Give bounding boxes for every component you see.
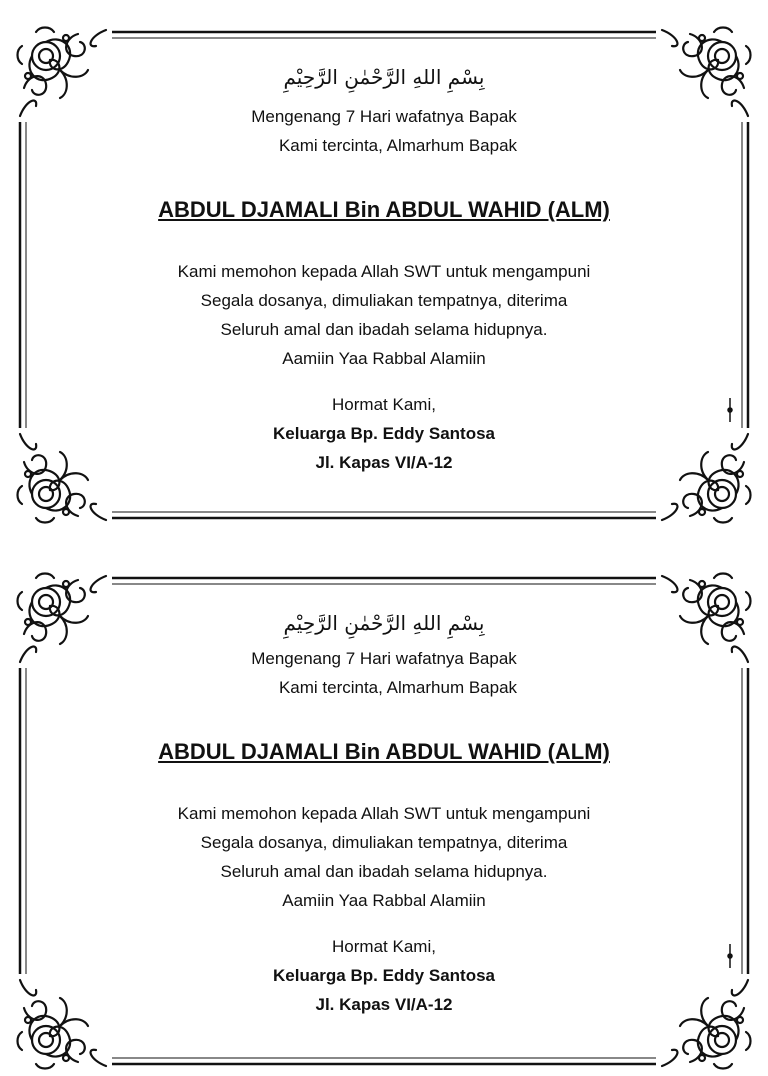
closing-text: Hormat Kami, [332,937,436,956]
family-name: Keluarga Bp. Eddy Santosa [273,424,495,443]
family-address: Jl. Kapas VI/A-12 [315,453,453,472]
deceased-name: ABDUL DJAMALI Bin ABDUL WAHID (ALM) [158,197,610,222]
announcement-card-2 [0,556,768,1076]
closing-text: Hormat Kami, [332,395,436,414]
prayer-line-2: Segala dosanya, dimuliakan tempatnya, diterima [200,291,568,310]
intro-line-1: Mengenang 7 Hari wafatnya Bapak [251,649,517,668]
prayer-line-3: Seluruh amal dan ibadah selama hidupnya. [220,862,548,881]
prayer-line-1: Kami memohon kepada Allah SWT untuk mengampuni [177,804,591,823]
bismillah-calligraphy [264,602,504,642]
corner-ornament-bottom-right [656,974,752,1070]
corner-ornament-bottom-left [16,974,112,1070]
svg-text:بِسْمِ اللهِ الرَّحْمٰنِ الرَّ: بِسْمِ اللهِ الرَّحْمٰنِ الرَّحِيْمِ [283,65,485,89]
bismillah-calligraphy [264,56,504,96]
announcement-card-1 [0,10,768,530]
family-address: Jl. Kapas VI/A-12 [315,995,453,1014]
svg-text:بِسْمِ اللهِ الرَّحْمٰنِ الرَّ: بِسْمِ اللهِ الرَّحْمٰنِ الرَّحِيْمِ [283,611,485,635]
deceased-name: ABDUL DJAMALI Bin ABDUL WAHID (ALM) [158,739,610,764]
intro-line-2: Kami tercinta, Almarhum Bapak [278,678,518,697]
family-name: Keluarga Bp. Eddy Santosa [273,966,495,985]
prayer-line-2: Segala dosanya, dimuliakan tempatnya, diterima [200,833,568,852]
intro-line-2: Kami tercinta, Almarhum Bapak [278,136,518,155]
prayer-line-4: Aamiin Yaa Rabbal Alamiin [282,349,486,368]
intro-line-1: Mengenang 7 Hari wafatnya Bapak [251,107,517,126]
prayer-line-1: Kami memohon kepada Allah SWT untuk mengampuni [177,262,591,281]
prayer-line-4: Aamiin Yaa Rabbal Alamiin [282,891,486,910]
prayer-line-3: Seluruh amal dan ibadah selama hidupnya. [220,320,548,339]
